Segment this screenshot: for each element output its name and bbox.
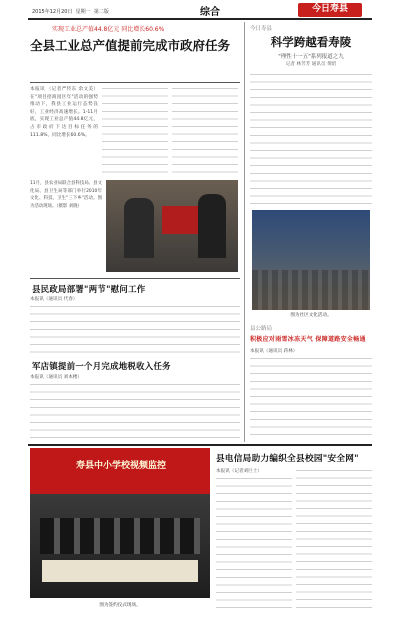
banner-text: 寿县中小学校视频监控 (75, 461, 166, 471)
photo-event (106, 180, 238, 272)
lead-body-col1: 本报讯 （记者严传东 余文美）在"项目招商园区年"活动的强势推动下，我县工业运行态势良好，工业经济高速增长。1-11月底，实现工业总产值44.8亿元，占市政府下达目标任务的111.8%，同比增长60.6%。 (30, 87, 98, 138)
story4-byline: 本报讯（通讯员 蒋林） (250, 349, 298, 354)
story2-byline: 本报讯（通讯员 代春） (30, 297, 78, 302)
bottom-byline: 本报讯（记者刘巨士） (216, 469, 262, 474)
feature-section: 今日寿县 (250, 26, 273, 32)
story2-body (30, 304, 240, 354)
story3-headline: 军店镇提前一个月完成地税收入任务 (32, 361, 171, 371)
feature-subtitle: "理性十一五"系列报道之九 (278, 54, 344, 60)
lead-headline: 全县工业总产值提前完成市政府任务 (30, 38, 231, 53)
bottom-body-col2 (296, 468, 372, 614)
story4-body (250, 356, 372, 440)
bottom-body-col1 (216, 476, 292, 614)
story3-byline: 本报讯（通讯员 刘本楼） (30, 375, 82, 380)
feature-body (250, 72, 372, 206)
bottom-photo (30, 448, 210, 598)
feature-headline: 科学跨越看寿陵 (270, 35, 352, 49)
bottom-headline: 县电信局助力编织全县校园"安全网" (216, 454, 359, 464)
story2-headline: 县民政局部署"两节"慰问工作 (32, 284, 146, 294)
section-title: 综合 (200, 7, 220, 18)
story3-body (30, 382, 240, 438)
lead-rule (30, 82, 240, 83)
feature-photo (252, 210, 370, 310)
bottom-photo-caption: 图为签约仪式现场。 (99, 603, 141, 608)
header-date: 2015年12月20日 星期一 第二版 (32, 9, 109, 15)
story2-top-rule (30, 278, 240, 279)
story4-headline: 积极应对雨雪冰冻天气 保障道路安全畅通 (250, 336, 366, 343)
photo-event-caption: 11月，县农业局联合县科技局、县文化局、县卫生局等部门举行2010年文化、科技、卫生"三下乡"活动。图为活动现场。（摄影 刘晓） (30, 181, 102, 209)
feature-byline: 记者 林芳芳 通讯员 黄昭 (285, 62, 337, 67)
column-divider (244, 22, 245, 442)
feature-photo-caption: 图为社区文化活动。 (290, 313, 332, 318)
masthead-logo: 今日寿县 (298, 3, 362, 17)
lead-body-col2 (102, 86, 168, 176)
lead-kicker: 实现工业总产值44.8亿元 同比增长60.6% (52, 26, 165, 33)
bottom-rule (28, 444, 372, 446)
story4-section: 县公路局 (250, 326, 273, 332)
lead-body-col3 (172, 86, 238, 176)
header-rule (28, 18, 372, 20)
